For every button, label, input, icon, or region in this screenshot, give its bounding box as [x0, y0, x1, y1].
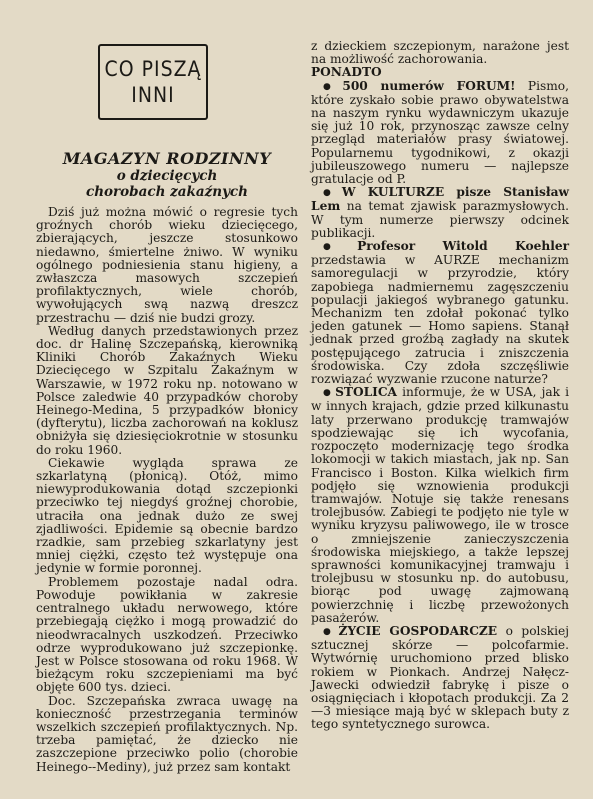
bullet-icon: ●: [323, 242, 355, 253]
left-column-body: [36, 206, 298, 774]
article-heading: [36, 150, 298, 200]
press-item-text: o polskiej sztucznej skórze — polcofarmie. Wytwórnię uruchomiono przed blisko rokiem w Pionkach. Andrzej Nałęcz-Jawecki odwiedził fabrykę i pisze o osiągnięciach i kłopotach produkcji. Za 2—3 miesiące mają być w sklepach buty z tego syntetycznego surowca.: [311, 623, 569, 732]
article-paragraph: Według danych przedstawionych przez doc. dr Halinę Szczepańską, kierowniką Kliniki Chorób Zakaźnych Wieku Dziecięcego w Szpitalu Zakaźnym w Warszawie, w 1972 roku np. notowano w Polsce zaledwie 40 przypadków choroby Heinego-Medina, 5 przypadków błonicy (dyfterytu), liczba zachorowań na koklusz obniżyła się dziesięciokrotnie w stosunku do roku 1960.: [36, 323, 298, 457]
press-item: [311, 80, 569, 187]
press-item-text: informuje, że w USA, jak i w innych krajach, gdzie przed kilkunastu laty przerwano produkcję tramwajów spodziewając się ich wycofania, rozpoczęto modernizację tego środka lokomocji w takich miastach, jak np. San Francisco i Boston. Kilka wielkich firm podjęło się wznowienia produkcji tramwajów. Notuje się także renesans trolejbusów. Zabiegi te podjęto nie tyle w wyniku kryzysu paliwowego, ile w trosce o zmniejszenie zanieczyszczenia środowiska miejskiego, a także lepszej sprawności komunikacyjnej tramwaju i trolejbusu w stosunku np. do autobusu, biorąc pod uwagę zajmowaną powierzchnię i liczbę przewożonych pasażerów.: [311, 385, 569, 625]
section-heading-box: [98, 44, 208, 120]
article-paragraph: Ciekawie wygląda sprawa ze szkarlatyną (płonicą). Otóż, mimo niewyprodukowania dotąd szczepionki przeciwko tej niegdyś groźnej chorobie, utraciła ona jednak dużo ze swej zjadliwości. Epidemie są obecnie bardzo rzadkie, sam przebieg szkarlatyny jest mniej ciężki, często też występuje ona jedynie w formie poronnej.: [36, 455, 298, 576]
press-item-lead: 500 numerów FORUM!: [342, 78, 516, 93]
ponadto-label: PONADTO: [311, 65, 382, 80]
article-subtitle-1: o dziecięcych: [116, 168, 218, 184]
article-paragraph: Problemem pozostaje nadal odra. Powoduje powikłania w zakresie centralnego układu nerwowego, które przebiegają ciężko i mogą prowadzić do nieodwracalnych uszkodzeń. Przeciwko odrze wyprodukowano już szczepionkę. Jest w Polsce stosowana od roku 1968. W bieżącym roku szczepieniami ma być objęte 600 tys. dzieci.: [36, 574, 298, 695]
section-heading-line2: INNI: [131, 83, 175, 107]
right-column-body: [311, 40, 569, 732]
press-item-lead: W KULTURZE pisze Stanisław Lem: [311, 185, 569, 214]
press-item-text: na temat zjawisk parazmysłowych. W tym numerze pierwszy odcinek publikacji.: [311, 199, 569, 240]
press-item: [311, 186, 569, 240]
press-item-text: przedstawia w AURZE mechanizm samoregulacji w przyrodzie, który zapobiega nadmiernemu zagęszczeniu populacji jakiegoś wybranego gatunku. Mechanizm ten zdołał pokonać tylko jeden gatunek — Homo sapiens. Stanął jednak przed groźbą zagłady na skutek postępującego zatrucia i zniszczenia środowiska. Czy zdoła szczęśliwie rozwiązać wyzwanie rzucone naturze?: [311, 253, 569, 387]
press-item: [311, 386, 569, 625]
article-paragraph: Doc. Szczepańska zwraca uwagę na konieczność przestrzegania terminów wszelkich szczepień profilaktycznych. Np. trzeba pamiętać, że dziecko nie zaszczepione przeciwko polio (chorobie Heinego--Mediny), już przez sam kontakt: [36, 693, 298, 774]
continuation-paragraph: z dzieckiem szczepionym, narażone jest na możliwość zachorowania.: [311, 39, 569, 67]
article-paragraph: Dziś już można mówić o regresie tych groźnych chorób wieku dziecięcego, zbierających, jeszcze stosunkowo niedawno, śmiertelne żniwo. W wyniku ogólnego podniesienia stanu higieny, a zwłaszcza masowych szczepień profilaktycznych, wiele chorób, wywołujących swą nazwą dreszcz przestrachu — dziś nie budzi grozy.: [36, 205, 298, 325]
press-item: [311, 240, 569, 386]
bullet-icon: ●: [323, 188, 339, 199]
article-title: MAGAZYN RODZINNY: [62, 149, 272, 168]
article-subtitle-2: chorobach zakaźnych: [86, 184, 248, 200]
bullet-icon: ●: [323, 81, 340, 92]
press-item-lead: STOLICA: [335, 385, 398, 400]
press-item-lead: Profesor Witold Koehler: [357, 239, 570, 254]
bullet-icon: ●: [323, 626, 336, 637]
section-heading-line1: CO PISZĄ: [104, 57, 202, 81]
press-item-text: Pismo, które zyskało sobie prawo obywatelstwa na naszym rynku wydawniczym ukazuje się już 10 rok, przynosząc zawsze celny przegląd materiałów prasy światowej. Popularnemu tygodnikowi, z okazji jubileuszowego numeru — najlepsze gratulacje od P.: [311, 78, 569, 187]
bullet-icon: ●: [323, 388, 333, 399]
press-item: [311, 625, 569, 732]
press-item-lead: ŻYCIE GOSPODARCZE: [338, 623, 498, 638]
